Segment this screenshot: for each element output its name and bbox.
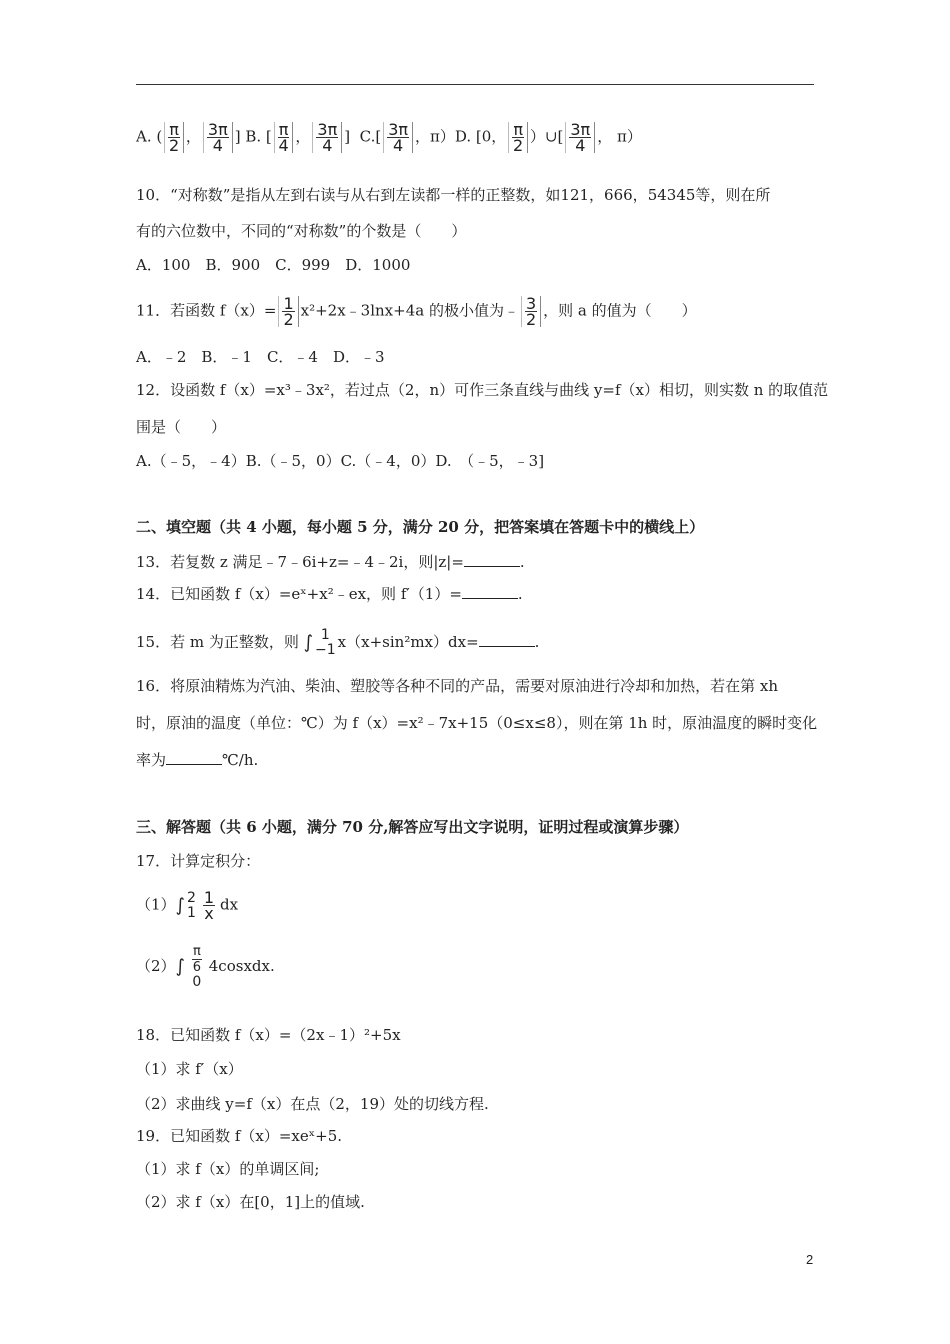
lower-limit: −1 bbox=[315, 642, 336, 658]
denominator: x bbox=[204, 904, 214, 923]
q9-option-d-prefix: D. [0， bbox=[454, 127, 507, 146]
period: . bbox=[534, 633, 540, 651]
numerator: 3 bbox=[525, 294, 537, 313]
denominator: 4 bbox=[393, 136, 404, 155]
q9-option-c-prefix: C.[ bbox=[359, 127, 382, 146]
fraction bbox=[203, 122, 233, 153]
q15 bbox=[136, 628, 539, 658]
numerator: 3π bbox=[570, 120, 591, 139]
part-label: （1） bbox=[136, 895, 176, 914]
q17-part1 bbox=[136, 890, 238, 921]
separator: ， bbox=[295, 127, 311, 146]
q10-line1: 10．“对称数”是指从左到右读与从右到左读都一样的正整数，如121，666，54345等，则在所 bbox=[136, 186, 771, 204]
q12-line2: 围是（ ） bbox=[136, 418, 227, 436]
option-tail: ， π） bbox=[597, 127, 642, 146]
denominator: 4 bbox=[278, 136, 289, 155]
q16-line1: 16．将原油精炼为汽油、柴油、塑胶等各种不同的产品，需要对原油进行冷却和加热，若在第 xh bbox=[136, 677, 778, 695]
q16-prefix: 率为 bbox=[136, 751, 167, 769]
integral-limits bbox=[187, 891, 196, 921]
denominator: 2 bbox=[513, 136, 524, 155]
part-label: （2） bbox=[136, 957, 176, 975]
q11-prefix: 11．若函数 f（x）= bbox=[136, 301, 277, 320]
denominator: 2 bbox=[283, 310, 294, 329]
bracket: ] bbox=[344, 127, 351, 146]
upper-limit bbox=[189, 944, 205, 975]
answer-blank bbox=[464, 554, 520, 567]
fraction bbox=[521, 296, 541, 327]
lower-limit: 0 bbox=[192, 974, 202, 990]
separator: ， bbox=[185, 127, 201, 146]
section2-heading: 二、填空题（共 4 小题，每小题 5 分，满分 20 分，把答案填在答题卡中的横线上） bbox=[136, 518, 705, 536]
q16-line3 bbox=[136, 750, 258, 770]
fraction bbox=[565, 122, 595, 153]
q9-options bbox=[136, 122, 642, 153]
option-tail: ，π） bbox=[415, 127, 455, 146]
lower-limit: 1 bbox=[186, 904, 196, 921]
q10-options: A．100 B．900 C．999 D．1000 bbox=[136, 256, 411, 274]
denominator: 2 bbox=[168, 136, 180, 155]
q19-part2: （2）求 f（x）在[0，1]上的值域. bbox=[136, 1193, 365, 1211]
q11-middle: x²+2x﹣3lnx+4a 的极小值为﹣ bbox=[300, 301, 519, 320]
bracket: ] bbox=[234, 127, 241, 146]
denominator: 2 bbox=[525, 310, 537, 329]
fraction bbox=[508, 122, 528, 153]
period: . bbox=[519, 553, 525, 571]
fraction bbox=[383, 122, 413, 153]
denominator: 4 bbox=[212, 136, 223, 155]
upper-limit: 1 bbox=[320, 627, 330, 643]
integral-limits bbox=[187, 944, 207, 990]
numerator: 3π bbox=[388, 120, 409, 139]
denominator: 4 bbox=[322, 136, 333, 155]
q11-options: A．﹣2 B．﹣1 C．﹣4 D．﹣3 bbox=[136, 348, 385, 366]
numerator: 3π bbox=[317, 120, 338, 139]
fraction bbox=[278, 296, 298, 327]
q11-suffix: ，则 a 的值为（ ） bbox=[543, 301, 697, 320]
denominator: 4 bbox=[575, 136, 586, 155]
q18-part1: （1）求 f′（x） bbox=[136, 1060, 243, 1078]
q10-line2: 有的六位数中，不同的“对称数”的个数是（ ） bbox=[136, 222, 467, 240]
answer-blank bbox=[462, 586, 518, 599]
numerator: 1 bbox=[203, 888, 215, 907]
answer-blank bbox=[479, 634, 535, 647]
q14 bbox=[136, 584, 523, 604]
q11-stem bbox=[136, 296, 697, 327]
answer-blank bbox=[166, 752, 222, 765]
q9-option-a-prefix: A. ( bbox=[136, 127, 163, 146]
period: . bbox=[517, 585, 523, 603]
integral-limits bbox=[315, 628, 336, 658]
upper-limit: 2 bbox=[186, 889, 196, 906]
integral-sign: ∫ bbox=[303, 632, 314, 653]
page-number: 2 bbox=[806, 1252, 814, 1267]
integral-sign: ∫ bbox=[175, 956, 185, 977]
denominator: 6 bbox=[192, 960, 201, 975]
numerator: π bbox=[278, 120, 289, 139]
numerator: π bbox=[513, 120, 523, 139]
integral-sign: ∫ bbox=[175, 894, 185, 916]
q19: 19．已知函数 f（x）=xeˣ+5. bbox=[136, 1127, 343, 1145]
q12-line1: 12．设函数 f（x）=x³﹣3x²，若过点（2，n）可作三条直线与曲线 y=f（x）相切，则实数 n 的取值范 bbox=[136, 381, 829, 399]
header-rule bbox=[136, 84, 814, 85]
q9-option-b-prefix: B. [ bbox=[245, 127, 272, 146]
section3-heading: 三、解答题（共 6 小题，满分 70 分,解答应写出文字说明，证明过程或演算步骤） bbox=[136, 818, 689, 836]
q14-text: 14．已知函数 f（x）=eˣ+x²﹣ex，则 f′（1）= bbox=[136, 585, 462, 603]
numerator: π bbox=[169, 120, 179, 139]
q16-unit: ℃/h. bbox=[222, 751, 259, 769]
q17: 17．计算定积分： bbox=[136, 852, 261, 870]
fraction bbox=[274, 122, 294, 153]
numerator: 3π bbox=[207, 120, 228, 139]
q18-part2: （2）求曲线 y=f（x）在点（2，19）处的切线方程. bbox=[136, 1095, 489, 1113]
q17-part2 bbox=[136, 944, 275, 990]
q18: 18．已知函数 f（x）=（2x﹣1）²+5x bbox=[136, 1026, 401, 1044]
q19-part1: （1）求 f（x）的单调区间; bbox=[136, 1160, 320, 1178]
integrand: 4cosxdx. bbox=[208, 957, 275, 975]
q15-text: 15．若 m 为正整数，则 bbox=[136, 633, 299, 651]
q16-line2: 时，原油的温度（单位：℃）为 f（x）=x²﹣7x+15（0≤x≤8），则在第 1h 时，原油温度的瞬时变化 bbox=[136, 714, 818, 732]
q13-text: 13．若复数 z 满足﹣7﹣6i+z=﹣4﹣2i，则|z|= bbox=[136, 553, 464, 571]
numerator: 1 bbox=[283, 294, 294, 313]
union-symbol: ）∪[ bbox=[529, 127, 564, 146]
fraction bbox=[164, 122, 184, 153]
fraction bbox=[312, 122, 342, 153]
differential: dx bbox=[220, 895, 239, 914]
q12-options: A.（﹣5，﹣4）B.（﹣5，0）C.（﹣4，0）D. （﹣5，﹣3] bbox=[136, 452, 545, 470]
fraction bbox=[200, 890, 218, 921]
q13 bbox=[136, 552, 525, 572]
numerator: π bbox=[192, 944, 201, 959]
integrand: x（x+sin²mx）dx= bbox=[337, 633, 479, 651]
